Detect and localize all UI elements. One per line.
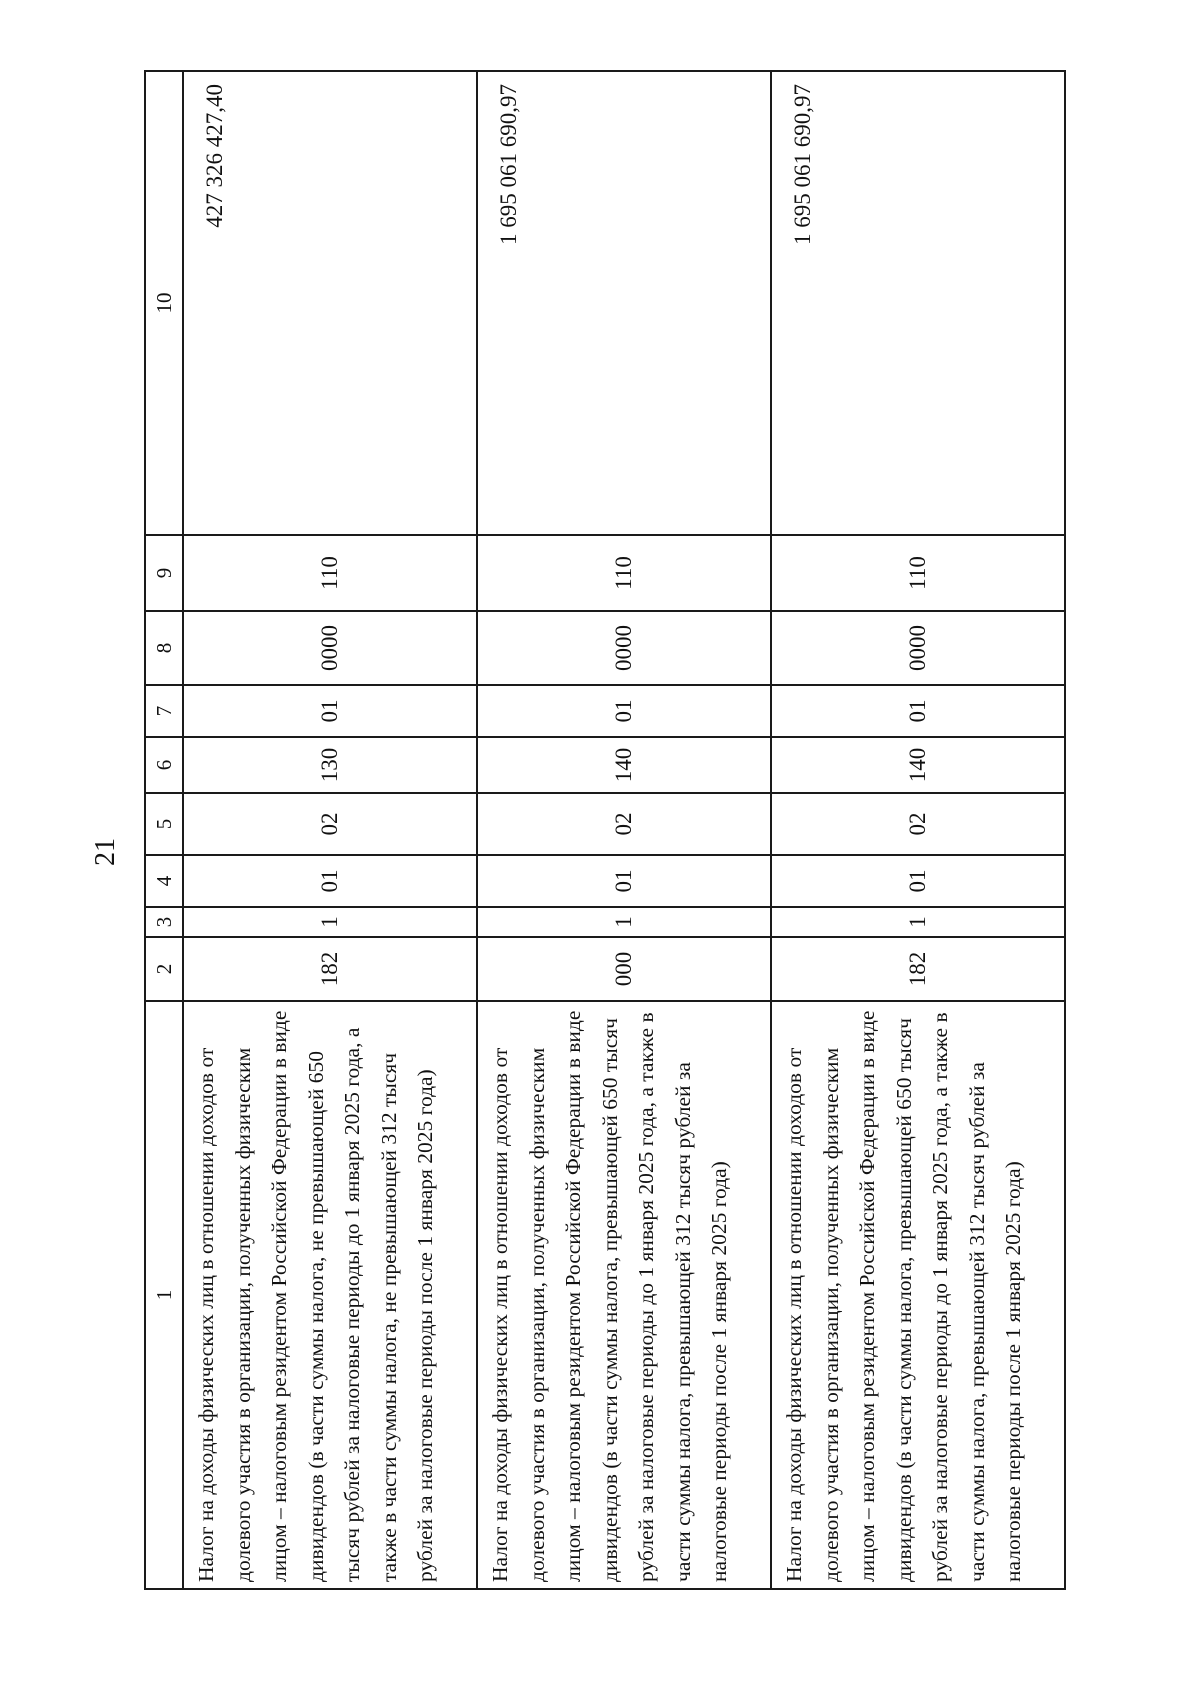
- column-header: 6: [145, 737, 183, 793]
- code-cell: 01: [477, 855, 771, 907]
- code-cell: 02: [477, 793, 771, 855]
- code-cell: 01: [771, 685, 1065, 737]
- code-cell: 01: [771, 855, 1065, 907]
- column-header: 7: [145, 685, 183, 737]
- table-container: [144, 72, 1066, 1590]
- row-description: Налог на доходы физических лиц в отношении доходов от долевого участия в организации, полученных физическим лицом – налоговым резидентом Российской Федерации в виде дивидендов (в части суммы налога, превышающей 650 тысяч рублей за налоговые периоды до 1 января 2025 года, а также в части суммы налога, превышающей 312 тысяч рублей за налоговые периоды после 1 января 2025 года): [477, 1001, 771, 1589]
- code-cell: 110: [183, 535, 477, 611]
- column-header: 8: [145, 611, 183, 685]
- column-number-row: [145, 71, 183, 1589]
- code-cell: 01: [183, 685, 477, 737]
- code-cell: 1: [771, 907, 1065, 937]
- table-row: [477, 71, 771, 1589]
- column-header: 9: [145, 535, 183, 611]
- amount-cell: 1 695 061 690,97: [771, 71, 1065, 535]
- code-cell: 02: [183, 793, 477, 855]
- column-header: 2: [145, 937, 183, 1001]
- code-cell: 0000: [477, 611, 771, 685]
- column-header: 1: [145, 1001, 183, 1589]
- column-header: 5: [145, 793, 183, 855]
- amount-cell: 427 326 427,40: [183, 71, 477, 535]
- code-cell: 130: [183, 737, 477, 793]
- column-header: 3: [145, 907, 183, 937]
- amount-cell: 1 695 061 690,97: [477, 71, 771, 535]
- rotated-table-frame: [144, 72, 1066, 1590]
- table-row: [183, 71, 477, 1589]
- tax-revenue-table: [144, 70, 1066, 1590]
- code-cell: 02: [771, 793, 1065, 855]
- table-row: [771, 71, 1065, 1589]
- page-number: 21: [90, 838, 121, 866]
- code-cell: 0000: [771, 611, 1065, 685]
- code-cell: 1: [477, 907, 771, 937]
- code-cell: 140: [771, 737, 1065, 793]
- code-cell: 110: [477, 535, 771, 611]
- column-header: 10: [145, 71, 183, 535]
- code-cell: 01: [477, 685, 771, 737]
- code-cell: 000: [477, 937, 771, 1001]
- column-header: 4: [145, 855, 183, 907]
- row-description: Налог на доходы физических лиц в отношении доходов от долевого участия в организации, полученных физическим лицом – налоговым резидентом Российской Федерации в виде дивидендов (в части суммы налога, превышающей 650 тысяч рублей за налоговые периоды до 1 января 2025 года, а также в части суммы налога, превышающей 312 тысяч рублей за налоговые периоды после 1 января 2025 года): [771, 1001, 1065, 1589]
- code-cell: 182: [771, 937, 1065, 1001]
- row-description: Налог на доходы физических лиц в отношении доходов от долевого участия в организации, полученных физическим лицом – налоговым резидентом Российской Федерации в виде дивидендов (в части суммы налога, не превышающей 650 тысяч рублей за налоговые периоды до 1 января 2025 года, а также в части суммы налога, не превышающей 312 тысяч рублей за налоговые периоды после 1 января 2025 года): [183, 1001, 477, 1589]
- code-cell: 182: [183, 937, 477, 1001]
- code-cell: 110: [771, 535, 1065, 611]
- code-cell: 140: [477, 737, 771, 793]
- code-cell: 0000: [183, 611, 477, 685]
- code-cell: 1: [183, 907, 477, 937]
- code-cell: 01: [183, 855, 477, 907]
